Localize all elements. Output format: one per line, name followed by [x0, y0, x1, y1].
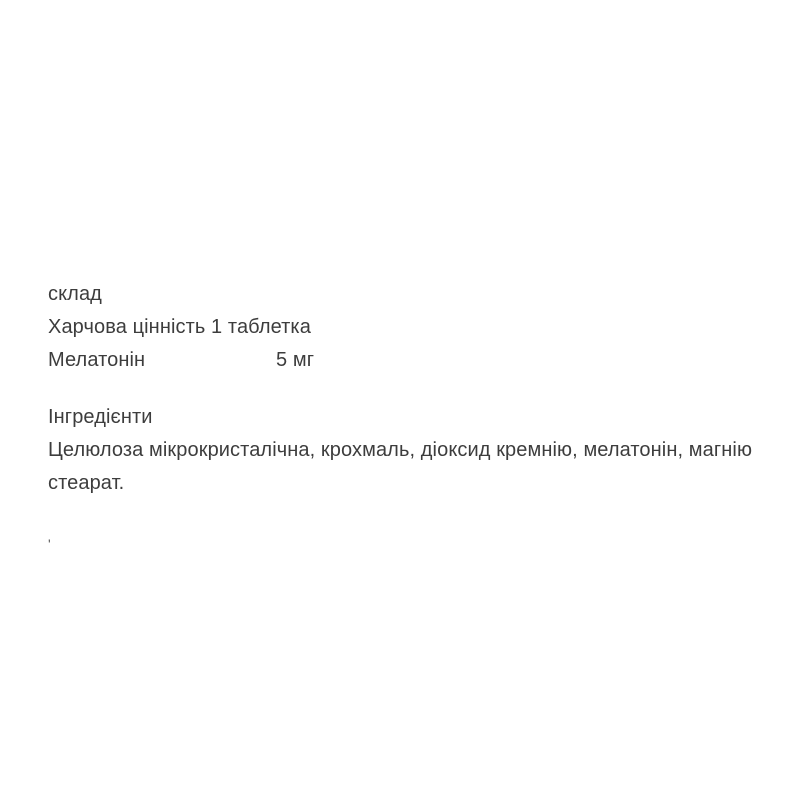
ingredients-text: Целюлоза мікрокристалічна, крохмаль, діоксид кремнію, мелатонін, магнію стеарат. [48, 439, 753, 494]
nutrient-name: Мелатонін [48, 349, 146, 371]
nutrition-title: Харчова цінність 1 таблетка [48, 316, 311, 338]
table-row [48, 344, 788, 377]
nutrient-value: 5 мг [276, 349, 315, 371]
ingredients-title: Інгредієнти [48, 406, 153, 428]
section-heading-composition: склад [48, 283, 102, 305]
footer-mark: ' [48, 536, 51, 552]
section-spacer [48, 377, 788, 401]
supplement-facts-panel [48, 278, 788, 500]
